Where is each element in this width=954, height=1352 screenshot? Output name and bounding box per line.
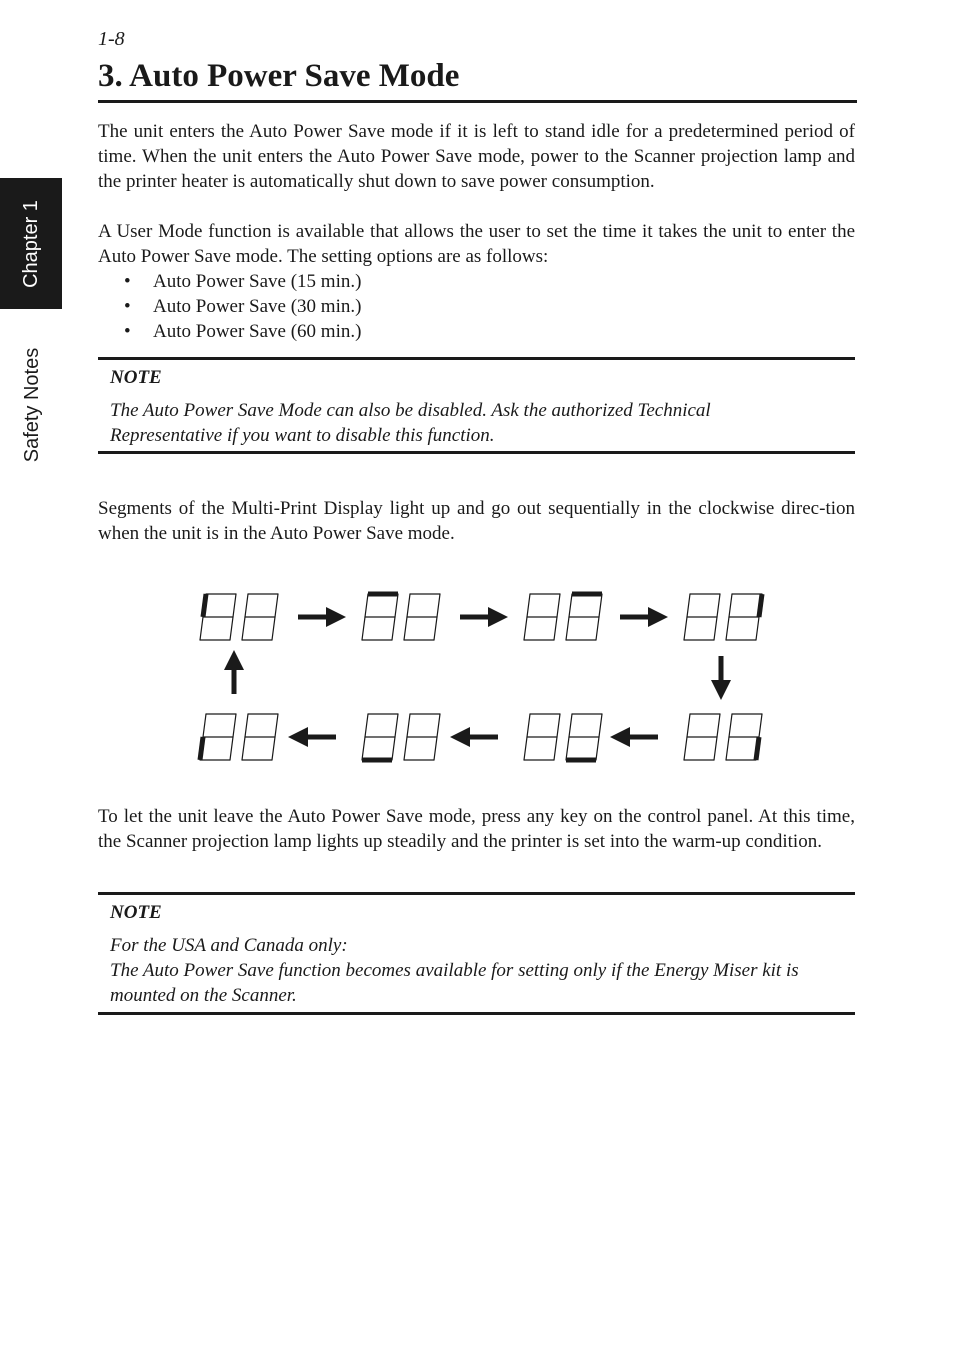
display-segment xyxy=(275,714,278,737)
note-text: For the USA and Canada only: xyxy=(110,935,348,956)
section-tab-label: Safety Notes xyxy=(21,347,43,463)
display-segment xyxy=(687,594,690,617)
display-segment xyxy=(245,714,248,737)
display-segment xyxy=(275,594,278,617)
display-segment xyxy=(233,594,236,617)
display-segment xyxy=(392,617,395,640)
display-segment xyxy=(407,714,410,737)
chapter-tab-label: Chapter 1 xyxy=(20,200,42,288)
display-step-1 xyxy=(200,594,278,640)
display-segment xyxy=(714,617,717,640)
leave-mode-paragraph: To let the unit leave the Auto Power Save mode, press any key on the control panel. At this time, the Scanner projection lamp lights up steadily and the printer is set into the warm-up condition. xyxy=(98,806,855,852)
list-item: • Auto Power Save (15 min.) xyxy=(124,269,361,294)
display-segment xyxy=(569,594,572,617)
display-segment xyxy=(437,714,440,737)
display-segment xyxy=(729,594,732,617)
display-segment xyxy=(566,737,569,760)
display-segment xyxy=(726,737,729,760)
list-item: • Auto Power Save (60 min.) xyxy=(124,319,361,344)
lit-segment xyxy=(756,737,759,760)
title-rule xyxy=(98,100,857,103)
display-segment xyxy=(756,617,759,640)
display-segment xyxy=(272,617,275,640)
note-text: Representative if you want to disable this function. xyxy=(110,425,495,446)
display-segment xyxy=(596,737,599,760)
display-segment xyxy=(717,714,720,737)
display-segment xyxy=(599,594,602,617)
display-segment xyxy=(557,714,560,737)
display-segment xyxy=(395,594,398,617)
display-segment xyxy=(714,737,717,760)
display-step-7 xyxy=(362,714,440,760)
display-segment xyxy=(527,594,530,617)
note-heading: NOTE xyxy=(110,902,162,923)
display-segment xyxy=(245,594,248,617)
options-list xyxy=(124,269,361,344)
display-segment xyxy=(759,714,762,737)
display-segment xyxy=(434,617,437,640)
display-segment xyxy=(596,617,599,640)
lit-segment xyxy=(200,737,203,760)
display-segment xyxy=(365,594,368,617)
note-text: The Auto Power Save function becomes available for setting only if the Energy Miser kit is xyxy=(110,960,799,981)
display-segment xyxy=(203,714,206,737)
lit-segment xyxy=(759,594,762,617)
display-segment xyxy=(395,714,398,737)
user-mode-paragraph: A User Mode function is available that allows the user to set the time it takes the unit to enter the Auto Power Save mode. The setting options are as follows: xyxy=(98,221,855,267)
multi-print-display-sequence-diagram xyxy=(190,580,770,770)
display-segment xyxy=(242,737,245,760)
display-segment xyxy=(404,737,407,760)
display-step-8 xyxy=(200,714,278,760)
display-segment xyxy=(524,737,527,760)
display-step-2 xyxy=(362,594,440,640)
display-segment xyxy=(365,714,368,737)
display-segment xyxy=(200,617,203,640)
display-segment xyxy=(557,594,560,617)
display-segment xyxy=(362,617,365,640)
display-segment xyxy=(569,714,572,737)
display-step-4 xyxy=(684,594,762,640)
display-segment xyxy=(687,714,690,737)
intro-paragraph: The unit enters the Auto Power Save mode if it is left to stand idle for a predetermined period of time. When the unit enters the Auto Power Save mode, power to the Scanner projection lamp and the printer heater is automatically shut down to save power consumption. xyxy=(98,121,855,192)
display-segment xyxy=(717,594,720,617)
page-number: 1-8 xyxy=(98,28,125,50)
list-item: • Auto Power Save (30 min.) xyxy=(124,294,361,319)
display-segment xyxy=(362,737,365,760)
display-segment xyxy=(524,617,527,640)
display-segment xyxy=(729,714,732,737)
note-text: The Auto Power Save Mode can also be disabled. Ask the authorized Technical xyxy=(110,400,711,421)
display-segment xyxy=(566,617,569,640)
display-segment xyxy=(230,617,233,640)
display-segment xyxy=(407,594,410,617)
note-box-disable xyxy=(98,357,855,454)
display-segment xyxy=(404,617,407,640)
page-title: 3. Auto Power Save Mode xyxy=(98,58,460,94)
note-heading: NOTE xyxy=(110,367,162,388)
display-segment xyxy=(726,617,729,640)
display-segment xyxy=(434,737,437,760)
display-segment xyxy=(230,737,233,760)
display-step-5 xyxy=(684,714,762,760)
display-segment xyxy=(233,714,236,737)
display-segment xyxy=(554,617,557,640)
display-segment xyxy=(684,737,687,760)
display-step-6 xyxy=(524,714,602,760)
note-box-usa-canada xyxy=(98,892,855,1015)
display-segment xyxy=(242,617,245,640)
display-segment xyxy=(599,714,602,737)
display-segment xyxy=(684,617,687,640)
display-step-3 xyxy=(524,594,602,640)
display-segment xyxy=(527,714,530,737)
lit-segment xyxy=(203,594,206,617)
display-segment xyxy=(392,737,395,760)
display-paragraph: Segments of the Multi-Print Display light up and go out sequentially in the clockwise direc-tion when the unit is in the Auto Power Save mode. xyxy=(98,498,855,544)
display-segment xyxy=(554,737,557,760)
display-segment xyxy=(272,737,275,760)
display-segment xyxy=(437,594,440,617)
note-text: mounted on the Scanner. xyxy=(110,985,297,1006)
